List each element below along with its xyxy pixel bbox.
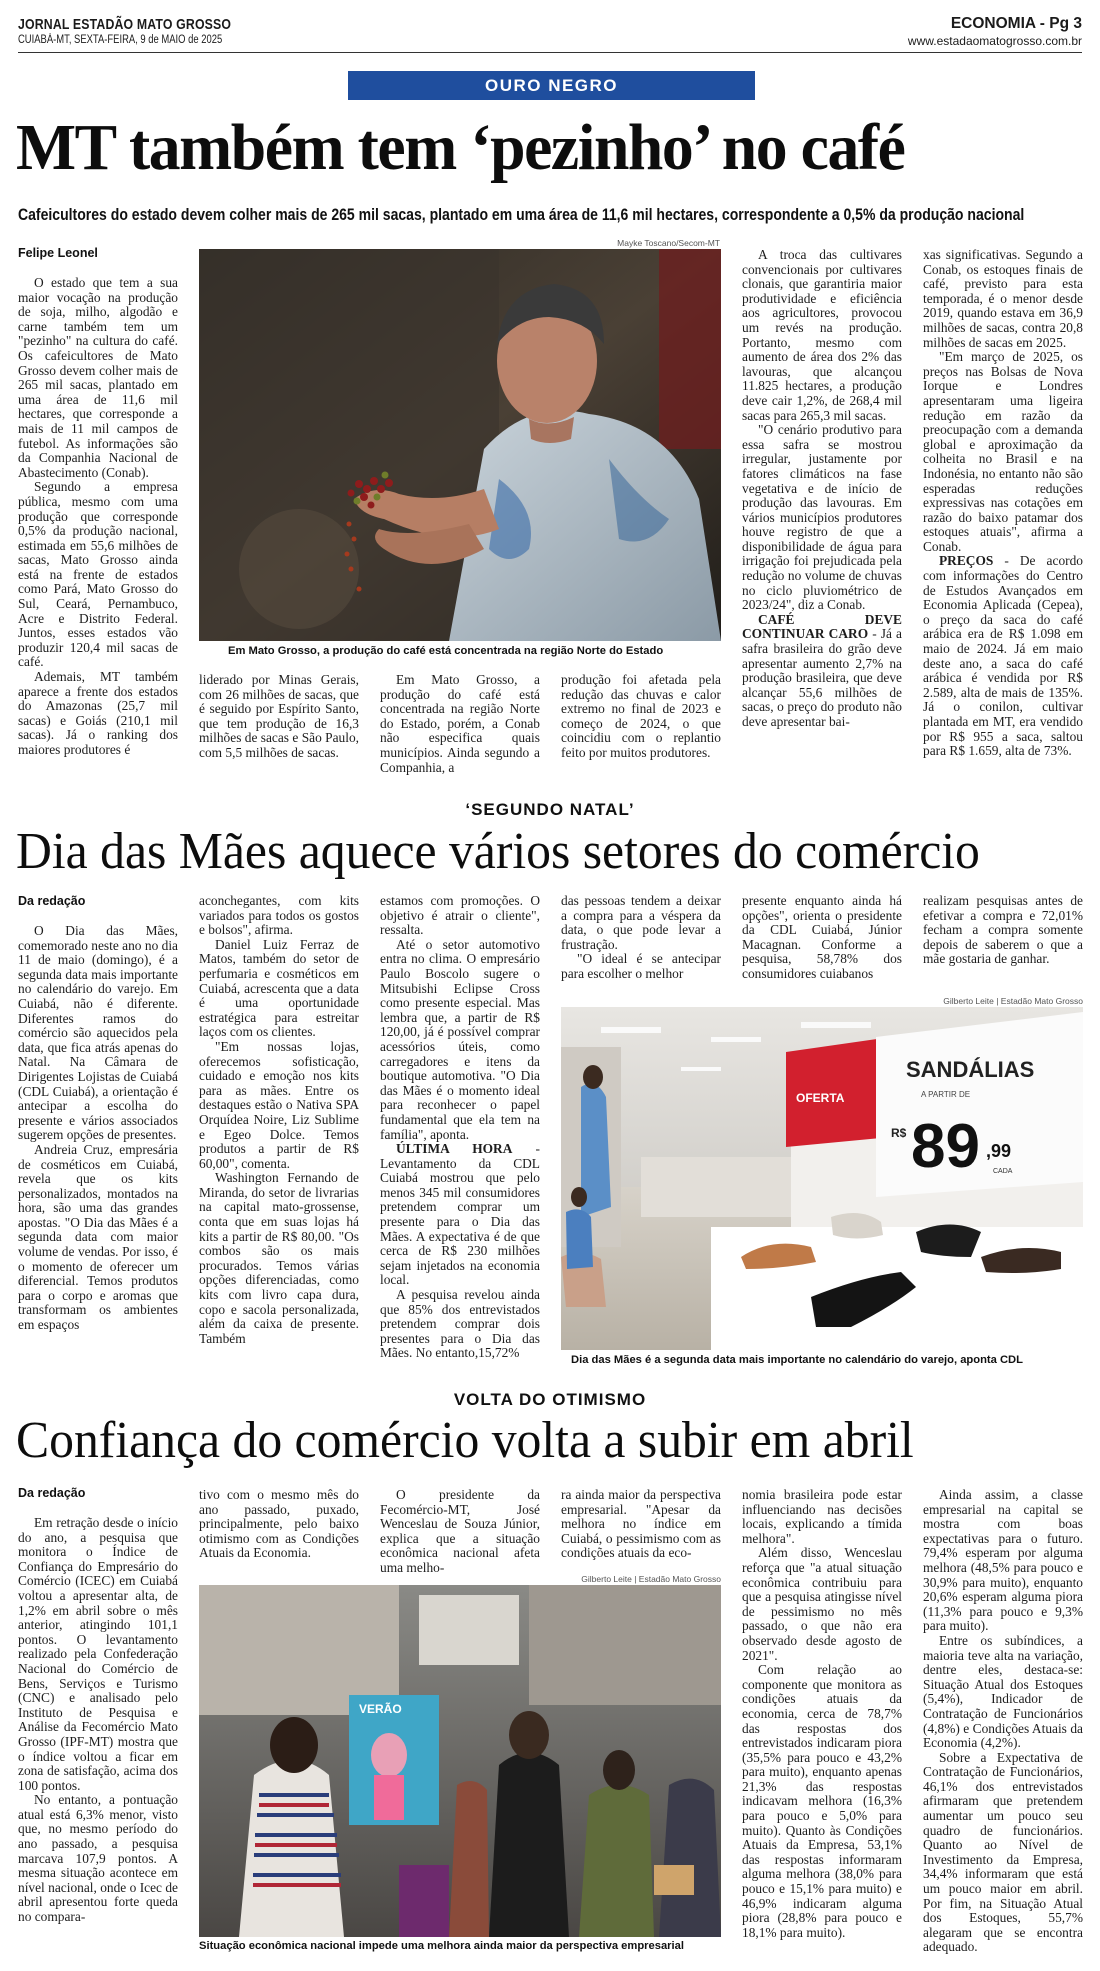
farmer-coffee-illustration (199, 249, 721, 641)
paragraph: A pesquisa revelou ainda que 85% dos entrevistados pretendem comprar dois presentes para o Dia das Mães. No entanto,15,72% (380, 1287, 540, 1361)
article1-col1 (18, 276, 178, 758)
shop-sign-text: VERÃO (359, 1702, 402, 1716)
paragraph: Segundo a empresa pública, mesmo com uma produção que corresponde 0,5% da produção nacional, estimada em 55,6 milhões de sacas, Mato Grosso ainda está na frente de estados como Pará, Mato Grosso do Sul, Ceará, Pernambuco, Acre e Distrito Federal. Juntos, esses estados vão produzir 120,4 mil sacas de café. (18, 479, 178, 670)
article2-col3 (380, 894, 540, 1361)
masthead-rule (18, 52, 1082, 53)
byline: Da redação (18, 894, 86, 908)
paragraph: presente enquanto ainda há opções", orienta o presidente da CDL Cuiabá, Júnior Macagnan. Conforme a pesquisa, 58,78% dos consumidores cuiabanos (742, 893, 902, 981)
article1-col5 (742, 248, 902, 730)
paragraph: tivo com o mesmo mês do ano passado, puxado, principalmente, pelo baixo otimismo com as Condições Atuais da Economia. (199, 1487, 359, 1561)
article3-col5 (742, 1488, 902, 1940)
paragraph: Em retração desde o início do ano, a pesquisa que monitora o Índice de Confiança do Empresário do Comércio (ICEC) em Cuiabá voltou a apresentar alta, de 1,2% em abril sobre o mês anterior, atingindo 101,1 pontos. O levantamento realizado pela Confederação Nacional do Comércio de Bens, Serviços e Turismo (CNC) e analisado pelo Instituto de Pesquisa e Análise da Fecomércio Mato Grosso (IPF-MT) mostra que o índice voltou a ficar em zona de satisfação, acima dos 100 pontos. (18, 1515, 178, 1793)
paragraph: aconchegantes, com kits variados para todos os gostos e bolsos", afirma. (199, 893, 359, 938)
paragraph: ra ainda maior da perspectiva empresarial. "Apesar da melhora no índice em Cuiabá, o pessimismo com as condições atuais da eco- (561, 1487, 721, 1561)
article2-col6 (923, 894, 1083, 967)
offer-sign-text: OFERTA (796, 1091, 845, 1105)
kicker-text: OURO NEGRO (484, 76, 619, 95)
byline: Felipe Leonel (18, 246, 98, 260)
shopping-street-illustration (199, 1585, 721, 1937)
paragraph: Com relação ao componente que monitora as condições atuais da economia, cerca de 78,7% das respostas dos entrevistados indicaram piora (35,5% para pouco e 43,2% para muito), enquanto apenas 21,3% das respostas indicavam melhora (16,3% para pouco e 5,0% para muito). Quanto às Condições Atuais da Empresa, 53,1% das respostas informaram alguma melhora (38,0% para pouco e 15,1% para muito) e 46,9% indicaram alguma piora (28,8% para pouco e 18,1% para muito). (742, 1662, 902, 1940)
street-photo (199, 1585, 721, 1937)
paragraph-tail: - Levantamento da CDL Cuiabá mostrou que pelo menos 345 mil consumidores pretendem comprar um presente para o Dia das Mães. A expectativa é de que cerca de R$ 230 milhões sejam injetados na economia local. (380, 1141, 541, 1288)
paragraph: Até o setor automotivo entra no clima. O empresário Paulo Boscolo sugere o Mitsubishi Eclipse Cross como presente especial. Mas lembra que, a partir de R$ 120,00, já é possível comprar acessórios úteis, como carregadores e itens da boutique automotiva. "O Dia das Mães é o momento ideal para reconhecer o papel fundamental que ela tem na família", aponta. (380, 936, 540, 1142)
article1-col6 (923, 248, 1083, 759)
paragraph: Entre os subíndices, a maioria teve alta na variação, dentre eles, destaca-se: Situação Atual dos Estoques (5,4%), Indicador de Contratação de Funcionários (4,8%) e Condições Atuais da Economia (4,2%). (923, 1632, 1083, 1751)
paragraph: xas significativas. Segundo a Conab, os estoques finais de café, previsto para esta temporada, é o menor desde 2019, quando estava em 36,9 milhões de sacas, contra 20,8 milhões de sacas em 2025. (923, 247, 1083, 350)
paragraph: Washington Fernando de Miranda, do setor de livrarias na capital mato-grossense, conta que em suas lojas há kits a partir de R$ 80,00. "Os combos são os mais procurados. Temos várias opções diferenciadas, como kits com livro capa dura, copo e sacola personalizada, além da caixa de presente. Também (199, 1170, 359, 1346)
headline-coffee: MT também tem ‘pezinho’ no café (16, 111, 905, 184)
paragraph: das pessoas tendem a deixar a compra para a véspera da data, o que pode levar a frustração. (561, 893, 721, 952)
section-label: ECONOMIA - Pg 3 (950, 15, 1082, 32)
paper-name: JORNAL ESTADÃO MATO GROSSO (18, 16, 232, 33)
paragraph: Daniel Luiz Ferraz de Matos, também do setor de perfumaria e cosméticos em Cuiabá, acrescenta que a data é uma oportunidade estratégica para estreitar laços com os clientes. (199, 936, 359, 1040)
coffee-photo (199, 249, 721, 641)
paragraph: nomia brasileira pode estar influenciando nas decisões locais, explicando a tímida melhora". (742, 1487, 902, 1546)
article2-col1 (18, 924, 178, 1333)
masthead (18, 14, 1082, 54)
article3-col1 (18, 1516, 178, 1925)
paragraph: O Dia das Mães, comemorado neste ano no dia 11 de maio (domingo), é a segunda data mais importante no calendário do varejo. Em Cuiabá, não é diferente. Diferentes ramos do comércio são aquecidos pela data, que fica atrás apenas do Natal. Na Câmara de Dirigentes Lojistas de Cuiabá (CDL Cuiabá), a orientação é antecipar a escolha do presente e vários associados sugerem opções de presentes. (18, 923, 178, 1143)
paragraph: Ainda assim, a classe empresarial na capital se mostra com boas expectativas para o futuro. 79,4% esperam por alguma melhora (48,5% para pouco e 30,9% para muito), enquanto 20,6% esperam alguma piora (11,3% para pouco e 9,3% para muito). (923, 1487, 1083, 1634)
kicker-optimism: VOLTA DO OTIMISMO (453, 1390, 647, 1409)
dateline: CUIABÁ-MT, SEXTA-FEIRA, 9 de MAIO de 2025 (18, 34, 223, 46)
paragraph: O presidente da Fecomércio-MT, José Wenceslau de Souza Júnior, explica que a situação econômica nacional afeta uma melho- (380, 1487, 540, 1575)
article1-col2 (199, 673, 359, 761)
paragraph: produção foi afetada pela redução das chuvas e calor extremo no final de 2023 e começo de 2024, o que coincidiu com o replantio feito por muitos produtores. (561, 672, 721, 760)
sale-sign-title: SANDÁLIAS (906, 1057, 1035, 1082)
paragraph-tail: - Já a safra brasileira do grão deve apresentar aumento 2,7% na produção brasileira, que deve alcançar 55,6 milhões de sacas, o preço do produto não deve apresentar bai- (742, 626, 902, 729)
article1-col4 (561, 673, 721, 761)
kicker-mothers-day: ‘SEGUNDO NATAL’ (465, 800, 635, 819)
article3-col2 (199, 1488, 359, 1561)
paragraph: O estado que tem a sua maior vocação na produção de soja, milho, algodão e carne também tem um "pezinho" na cultura do café. Os cafeicultores de Mato Grosso devem colher mais de 265 mil sacas, plantado em uma área de 11,6 mil hectares, que corresponde a mais de 11 mil campos de futebol. As informações são da Companhia Nacional de Abastecimento (Conab). (18, 275, 178, 480)
paragraph: liderado por Minas Gerais, com 26 milhões de sacas, que é seguido por Espírito Santo, que tem produção de 16,3 milhões de sacas e São Paulo, com 5,5 milhões de sacas. (199, 672, 359, 760)
paragraph: No entanto, a pontuação atual está 6,3% menor, visto que, no mesmo período do ano passado, a pesquisa marcava 107,9 pontos. A mesma situação acontece em nível nacional, onde o Icec de abril apresentou forte queda no compara- (18, 1792, 178, 1925)
photo-credit: Gilberto Leite | Estadão Mato Grosso (943, 996, 1083, 1006)
headline-confidence: Confiança do comércio volta a subir em abril (16, 1412, 914, 1469)
store-photo (561, 1007, 1083, 1350)
paragraph: Sobre a Expectativa de Contratação de Funcionários, 46,1% dos entrevistados afirmaram que pretendem aumentar um pouco seu quadro de funcionários. Quanto ao Nível de Investimento da Empresa, 34,4% informaram que está um pouco maior em abril. Por fim, na Situação Atual dos Estoques, 55,7% alegaram que se encontra adequado. (923, 1749, 1083, 1955)
subhead-keyword: ÚLTIMA HORA (396, 1141, 513, 1157)
paragraph: estamos com promoções. O objetivo é atrair o cliente", ressalta. (380, 893, 540, 938)
photo-caption: Situação econômica nacional impede uma melhora ainda maior da perspectiva empresarial (199, 1940, 684, 1952)
subhead-keyword: CAFÉ DEVE CONTINUAR CARO (742, 611, 902, 642)
paragraph: Além disso, Wenceslau reforça que "a atual situação econômica contribuiu para que a pesquisa atingisse nível de pessimismo no mês passado, o que não era observado desde agosto de 2021". (742, 1545, 902, 1663)
shoe-store-illustration (561, 1007, 1083, 1350)
photo-caption: Dia das Mães é a segunda data mais importante no calendário do varejo, aponta CDL (571, 1354, 1023, 1366)
sale-sign-currency: R$ (891, 1126, 907, 1140)
paragraph: realizam pesquisas antes de efetivar a compra e 72,01% fecham a compra somente depois de saberem o que a mãe gostaria de ganhar. (923, 893, 1083, 967)
article3-col4 (561, 1488, 721, 1561)
headline-mothers-day: Dia das Mães aquece vários setores do comércio (16, 823, 980, 880)
sale-sign-cents: ,99 (986, 1141, 1012, 1161)
paragraph: "O cenário produtivo para essa safra se mostrou irregular, justamente por fatores climáticos na fase vegetativa e de início de produção das lavouras. Em vários municípios produtores houve registro de que a disponibilidade de água para irrigação foi prejudicada pela redução no volume de chuvas no ciclo pluviométrico de 2023/24", diz a Conab. (742, 422, 902, 613)
article3-col3 (380, 1488, 540, 1576)
article3-col6 (923, 1488, 1083, 1955)
paragraph: "O ideal é se antecipar para escolher o melhor (561, 951, 721, 981)
sale-sign-price: 89 (911, 1112, 980, 1181)
photo-caption: Em Mato Grosso, a produção do café está concentrada na região Norte do Estado (228, 645, 664, 657)
paragraph: "Em março de 2025, os preços nas Bolsas de Nova Iorque e Londres apresentaram uma ligeira redução em razão da preocupação com a demanda global e aproximação da colheita no Brasil e na Indonésia, no entanto não são esperadas reduções expressivas nas cotações em razão do baixo patamar dos estoques atuais", afirma a Conab. (923, 349, 1083, 554)
website[interactable]: www.estadaomatogrosso.com.br (907, 34, 1082, 48)
article1-col3 (380, 673, 540, 775)
paragraph: Em Mato Grosso, a produção do café está concentrada na região Norte do Estado, porém, a Conab não especifica quais municípios. Ainda segundo a Companhia, a (380, 672, 540, 775)
article2-col4 (561, 894, 721, 982)
photo-credit: Gilberto Leite | Estadão Mato Grosso (581, 1574, 721, 1584)
photo-credit: Mayke Toscano/Secom-MT (617, 238, 720, 248)
kicker-banner (348, 71, 755, 100)
paragraph: "Em nossas lojas, oferecemos sofisticação, cuidado e emoção nos kits para as mães. Entre os destaques estão o Nativa SPA Orquídea Noire, Liz Sublime e Egeo Dolce. Temos produtos a partir de R$ 60,00", comenta. (199, 1038, 359, 1171)
paragraph: Andreia Cruz, empresária de cosméticos em Cuiabá, revela que os kits personalizados, montados na hora, são uma das grandes apostas. "O Dia das Mães é a segunda data com maior volume de vendas. Por isso, é o momento de oferecer um diferencial. Temos produtos para o corpo e aromas que transformam os ambientes em espaços (18, 1141, 178, 1333)
subhead-keyword: PREÇOS (939, 553, 994, 569)
paragraph: Ademais, MT também aparece a frente dos estados do Amazonas (25,7 mil sacas) e Goiás (210,1 mil sacas). Já o ranking dos maiores produtores é (18, 669, 178, 757)
sale-sign-unit: CADA (993, 1168, 1013, 1175)
paragraph-tail: - De acordo com informações do Centro de Estudos Avançados em Economia Aplicada (Cepea), o preço da saca do café arábica era de R$ 1.098 em maio de 2024. Já em maio deste ano, a saca do café arábica é vendida por R$ 2.589, alta de mais de 135%. Já o conilon, cultivar plantada em MT, era vendido por R$ 955 a saca, saltou para R$ 1.659, alta de 73%. (923, 553, 1083, 759)
paragraph: A troca das cultivares convencionais por cultivares clonais, que garantiria maior produtividade e eficiência aos agricultores, provocou um revés na produção. Portanto, mesmo com aumento de área dos 2% das lavouras, que alcançou 11.825 hectares, a produção deve cair 1,2%, de 268,4 mil sacas para 265,3 mil sacas. (742, 247, 902, 423)
sale-sign-sub: A PARTIR DE (921, 1090, 971, 1099)
article2-col5 (742, 894, 902, 982)
byline: Da redação (18, 1486, 86, 1500)
article2-col2 (199, 894, 359, 1346)
subhead-coffee: Cafeicultores do estado devem colher mais de 265 mil sacas, plantado em uma área de 11,6 mil hectares, correspondente a 0,5% da produção nacional (18, 206, 1025, 224)
